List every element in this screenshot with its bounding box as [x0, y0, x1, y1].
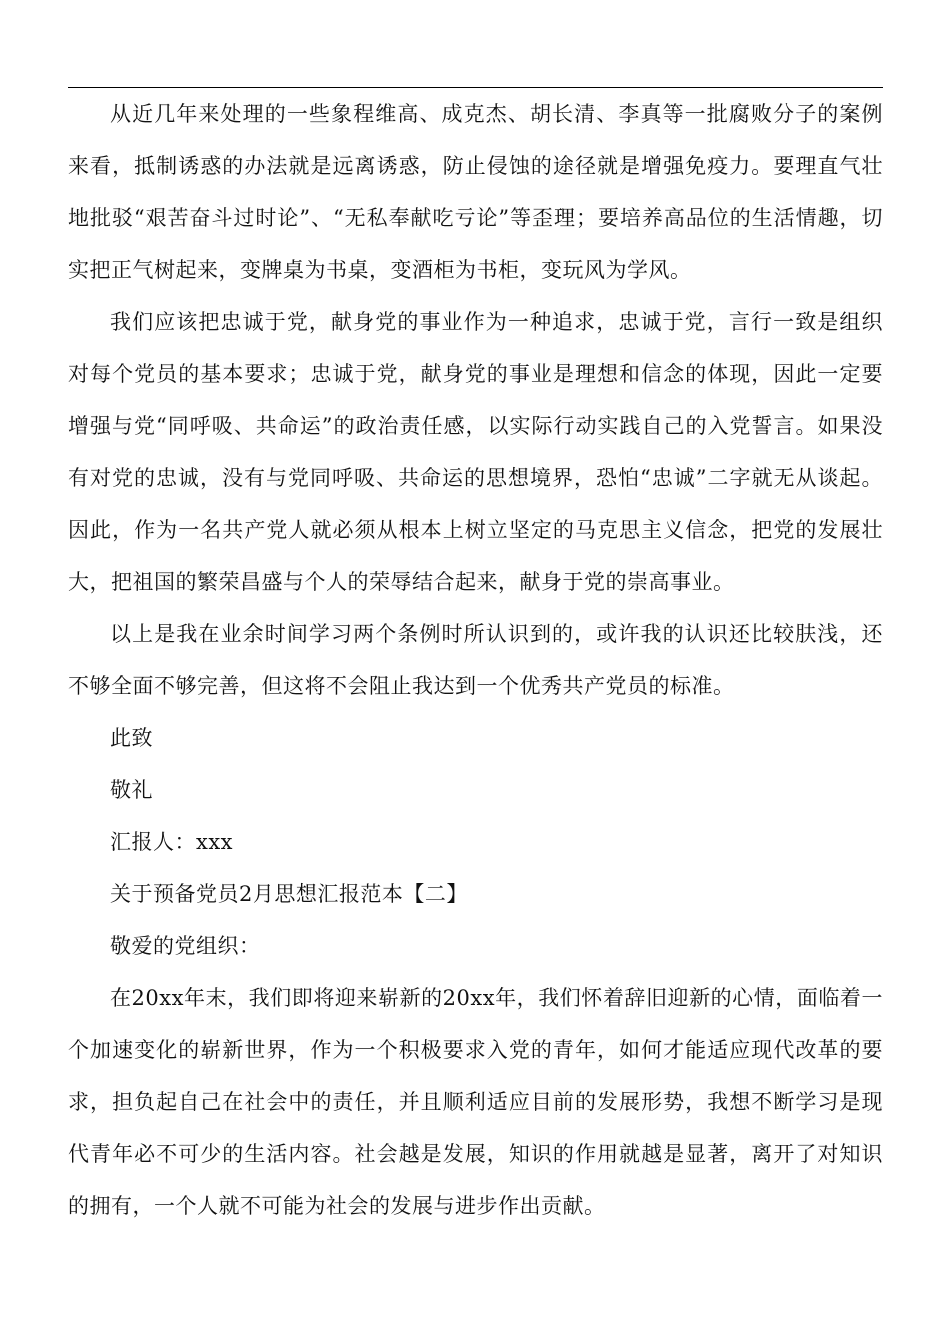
- greeting-line: 敬爱的党组织：: [110, 934, 261, 958]
- closing-salutation: 此致: [110, 726, 153, 750]
- reporter-line: 汇报人：xxx: [110, 830, 234, 854]
- paragraph-anti-corruption: 从近几年来处理的一些象程维高、成克杰、胡长清、李真等一批腐败分子的案例来看，抵制诱惑的办法就是远离诱惑，防止侵蚀的途径就是增强免疫力。要理直气壮地批驳“艰苦奋斗过时论”、“无私奉献吃亏论”等歪理；要培养高品位的生活情趣，切实把正气树起来，变牌桌为书桌，变酒柜为书柜，变玩风为学风。: [68, 102, 883, 282]
- section-title: 关于预备党员2月思想汇报范本【二】: [110, 882, 468, 906]
- paragraph-summary: 以上是我在业余时间学习两个条例时所认识到的，或许我的认识还比较肤浅，还不够全面不够完善，但这将不会阻止我达到一个优秀共产党员的标准。: [68, 622, 883, 698]
- closing-regards: 敬礼: [110, 778, 153, 802]
- paragraph-loyalty: 我们应该把忠诚于党，献身党的事业作为一种追求，忠诚于党，言行一致是组织对每个党员的基本要求；忠诚于党，献身党的事业是理想和信念的体现，因此一定要增强与党“同呼吸、共命运”的政治责任感，以实际行动实践自己的入党誓言。如果没有对党的忠诚，没有与党同呼吸、共命运的思想境界，恐怕“忠诚”二字就无从谈起。因此，作为一名共产党人就必须从根本上树立坚定的马克思主义信念，把党的发展壮大，把祖国的繁荣昌盛与个人的荣辱结合起来，献身于党的崇高事业。: [68, 310, 883, 594]
- document-body: [68, 88, 883, 1232]
- paragraph-new-year: 在20xx年末，我们即将迎来崭新的20xx年，我们怀着辞旧迎新的心情，面临着一个加速变化的崭新世界，作为一个积极要求入党的青年，如何才能适应现代改革的要求，担负起自己在社会中的责任，并且顺利适应目前的发展形势，我想不断学习是现代青年必不可少的生活内容。社会越是发展，知识的作用就越是显著，离开了对知识的拥有，一个人就不可能为社会的发展与进步作出贡献。: [68, 986, 883, 1218]
